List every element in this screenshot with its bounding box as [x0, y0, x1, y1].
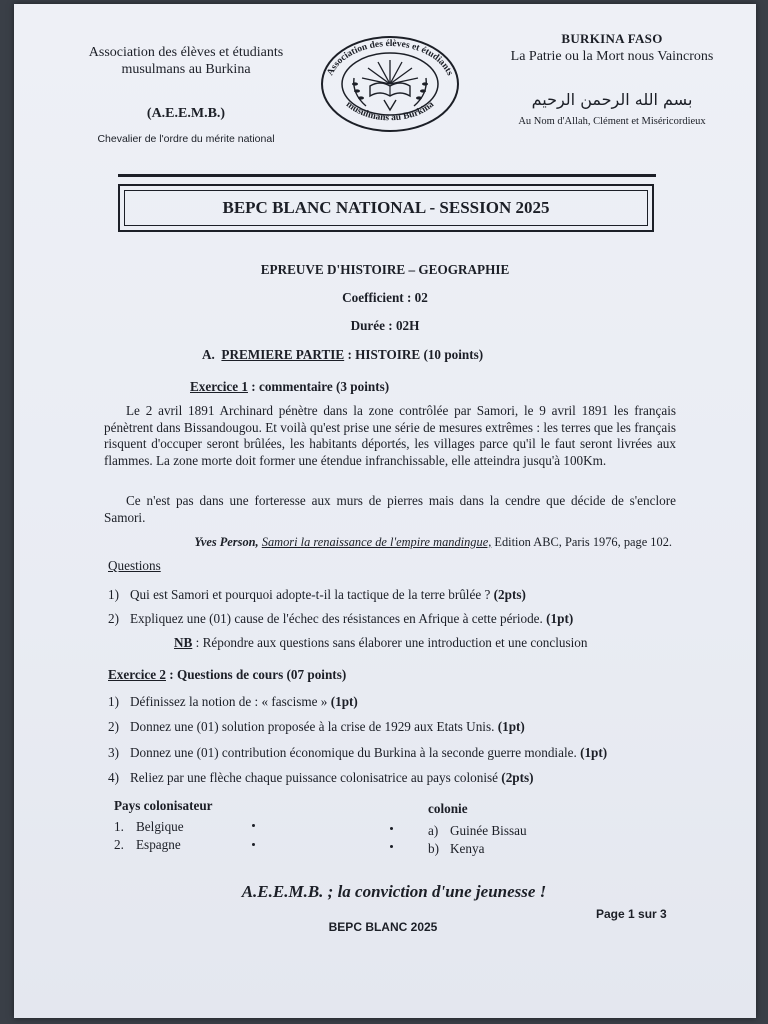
question-points: (1pt): [327, 694, 358, 709]
question-number: 1): [108, 587, 119, 602]
question-text: Donnez une (01) contribution économique du Burkina à la seconde guerre mondiale.: [130, 745, 577, 760]
item-text: Espagne: [136, 837, 181, 852]
exercise1-heading: [190, 378, 690, 395]
svg-text:musulmans au Burkina: [344, 100, 436, 124]
question-points: (2pts): [498, 770, 534, 785]
distinction-line: Chevalier de l'ordre du mérite national: [97, 133, 275, 145]
footer-exam-name: BEPC BLANC 2025: [328, 920, 438, 934]
national-motto: La Patrie ou la Mort nous Vaincrons: [510, 49, 714, 64]
title-rule: [118, 174, 656, 177]
question-text: Expliquez une (01) cause de l'échec des résistances en Afrique à cette période.: [130, 611, 543, 626]
left-connector-dot: [252, 843, 255, 846]
question-points: (2pts): [490, 587, 526, 602]
exercise2-title: : Questions de cours (07 points): [165, 667, 347, 682]
question-text: Reliez par une flèche chaque puissance colonisatrice au pays colonisé: [130, 770, 498, 785]
questions-label: Questions: [108, 558, 161, 573]
exercise2-question: [108, 693, 728, 710]
colonizer-item: [114, 818, 184, 835]
association-name: Association des élèves et étudiants musulmans au Burkina: [88, 45, 284, 77]
nb-text: : Répondre aux questions sans élaborer une introduction et une conclusion: [192, 635, 588, 650]
association-seal: [318, 34, 462, 134]
part-a-heading: [202, 346, 702, 363]
item-text: Guinée Bissau: [450, 823, 527, 838]
colonizer-item: [114, 836, 181, 853]
exercise1-paragraph1: Le 2 avril 1891 Archinard pénètre dans la zone contrôlée par Samori, le 9 avril 1891 les français pénètrent dans Bissandougou. Et voilà qu'est prise une série de mesures extrêmes : les terres que les français risquent d'occuper seront brûlées, les habitants déportés, les villages parce qu'il le faut seront livrées aux flammes. La zone morte doit former une étendue infranchissable, elle atteindra jusqu'à 100Km.: [104, 403, 676, 468]
country-name: BURKINA FASO: [561, 31, 663, 46]
question-number: 1): [108, 694, 119, 709]
source-citation: [112, 534, 672, 550]
source-rest: Edition ABC, Paris 1976, page 102.: [491, 535, 672, 549]
country-block: [480, 30, 744, 66]
left-connector-dot: [252, 824, 255, 827]
basmala-arabic: بسم الله الرحمن الرحيم: [531, 90, 693, 109]
exam-duration: Durée : 02H: [350, 318, 420, 333]
question-text: Définissez la notion de : « fascisme »: [130, 694, 328, 709]
item-number: 1.: [114, 819, 124, 834]
exercise1-question: [108, 586, 708, 603]
item-text: Belgique: [136, 819, 184, 834]
exercise2-heading: [108, 666, 608, 683]
exam-sheet: [14, 4, 756, 1018]
question-points: (1pt): [542, 611, 574, 626]
exam-title: BEPC BLANC NATIONAL - SESSION 2025: [124, 190, 648, 226]
col-right-header: colonie: [428, 801, 468, 816]
question-points: (1pt): [576, 745, 608, 760]
exercise1-question: [108, 610, 708, 627]
part-a-letter: A.: [202, 347, 215, 362]
item-text: Kenya: [450, 841, 485, 856]
exercise1-title: : commentaire (3 points): [247, 379, 390, 394]
nb-label: NB: [174, 635, 193, 650]
seal-ring-bottom-text: musulmans au Burkina: [343, 99, 437, 124]
slogan: A.E.E.M.B. ; la conviction d'une jeunesse !: [241, 882, 547, 901]
item-number: a): [428, 823, 439, 838]
page-number: Page 1 sur 3: [596, 907, 667, 921]
source-author: Yves Person,: [194, 535, 259, 549]
exercise1-label: Exercice 1: [190, 379, 248, 394]
right-connector-dot: [390, 827, 393, 830]
colony-item: [428, 840, 484, 857]
exercise1-paragraph2: Ce n'est pas dans une forteresse aux murs de pierres mais dans la cendre que décide de s'enclore Samori.: [104, 493, 676, 525]
exercise2-question: [108, 718, 728, 735]
right-connector-dot: [390, 845, 393, 848]
item-number: b): [428, 841, 439, 856]
question-number: 4): [108, 770, 119, 785]
source-title: Samori la renaissance de l'empire mandingue,: [261, 535, 492, 549]
item-number: 2.: [114, 837, 124, 852]
question-points: (1pt): [494, 719, 525, 734]
exercise2-question: [108, 769, 728, 786]
part-a-title-rest: : HISTOIRE (10 points): [344, 347, 484, 362]
question-number: 2): [108, 719, 119, 734]
question-number: 3): [108, 745, 119, 760]
seal-ring-top-text: Association des élèves et étudiants: [325, 38, 455, 78]
nb-note: [174, 634, 694, 651]
exercise2-question: [108, 744, 738, 761]
question-number: 2): [108, 611, 119, 626]
exam-subject: EPREUVE D'HISTOIRE – GEOGRAPHIE: [260, 262, 510, 277]
exam-coefficient: Coefficient : 02: [342, 290, 428, 305]
part-a-title: PREMIERE PARTIE: [221, 347, 345, 362]
exam-title-box: [118, 184, 654, 232]
seal-emblem-icon: [318, 34, 462, 134]
question-text: Qui est Samori et pourquoi adopte-t-il la tactique de la terre brûlée ?: [130, 587, 491, 602]
question-text: Donnez une (01) solution proposée à la crise de 1929 aux Etats Unis.: [130, 719, 495, 734]
col-left-header: Pays colonisateur: [114, 798, 213, 813]
exercise2-label: Exercice 2: [108, 667, 166, 682]
colony-item: [428, 822, 527, 839]
basmala-french: Au Nom d'Allah, Clément et Miséricordieux: [518, 116, 706, 127]
association-acronym: (A.E.E.M.B.): [146, 106, 226, 121]
